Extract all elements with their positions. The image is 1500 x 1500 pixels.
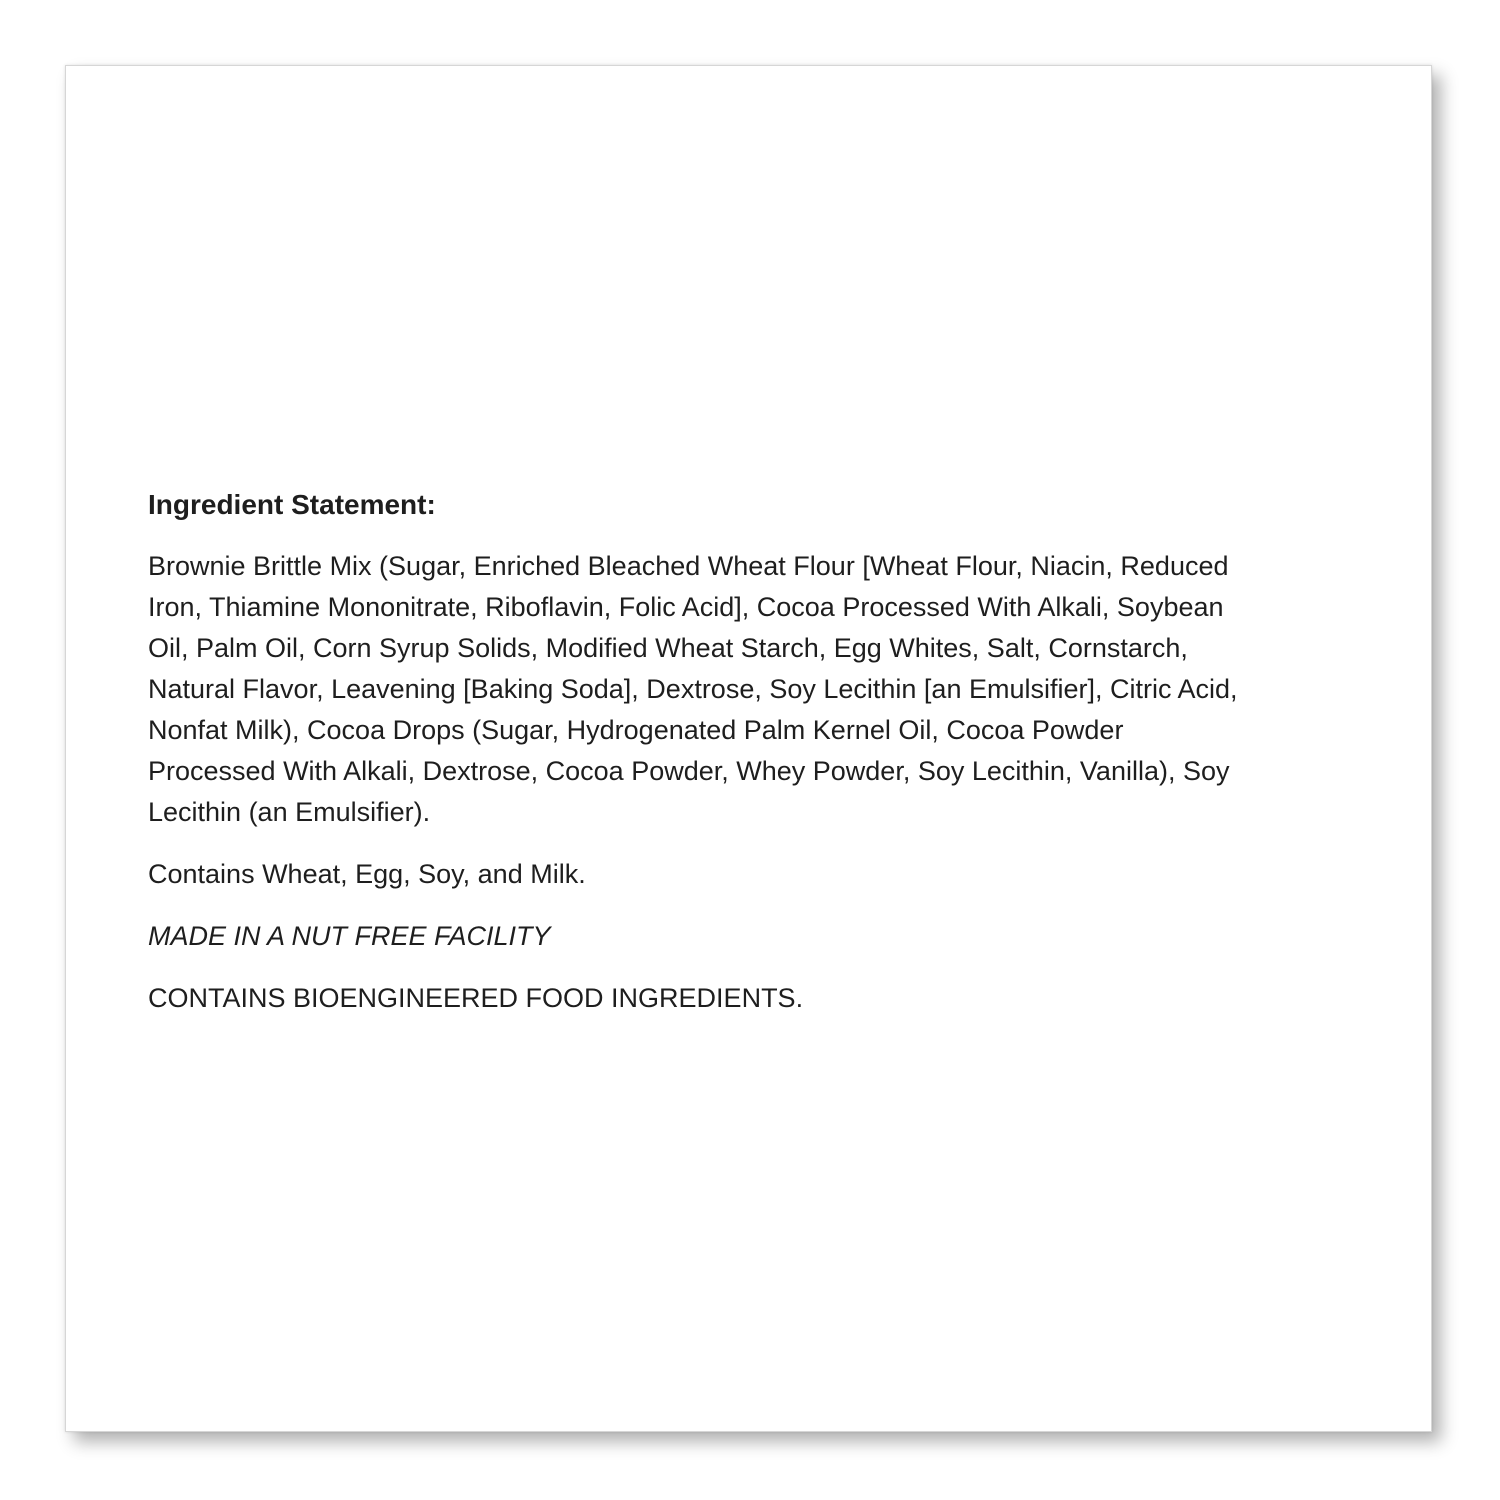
allergen-contains-statement: Contains Wheat, Egg, Soy, and Milk. — [148, 859, 586, 889]
ingredient-statement-section — [148, 484, 1398, 1040]
bioengineered-statement: CONTAINS BIOENGINEERED FOOD INGREDIENTS. — [148, 983, 804, 1013]
ingredient-statement-heading: Ingredient Statement: — [148, 489, 436, 520]
ingredient-line: Oil, Palm Oil, Corn Syrup Solids, Modified Wheat Starch, Egg Whites, Salt, Cornstarch, — [148, 633, 1188, 663]
ingredient-line: Nonfat Milk), Cocoa Drops (Sugar, Hydrogenated Palm Kernel Oil, Cocoa Powder — [148, 715, 1124, 745]
ingredient-line: Brownie Brittle Mix (Sugar, Enriched Bleached Wheat Flour [Wheat Flour, Niacin, Reduced — [148, 551, 1229, 581]
ingredient-line: Iron, Thiamine Mononitrate, Riboflavin, Folic Acid], Cocoa Processed With Alkali, Soybean — [148, 592, 1224, 622]
ingredient-line: Lecithin (an Emulsifier). — [148, 797, 431, 827]
ingredient-line: Natural Flavor, Leavening [Baking Soda], Dextrose, Soy Lecithin [an Emulsifier], Citric Acid, — [148, 674, 1238, 704]
ingredient-card — [65, 65, 1432, 1432]
ingredient-list-paragraph — [148, 546, 1398, 833]
nut-free-facility-statement: MADE IN A NUT FREE FACILITY — [148, 921, 551, 951]
ingredient-line: Processed With Alkali, Dextrose, Cocoa Powder, Whey Powder, Soy Lecithin, Vanilla), Soy — [148, 756, 1230, 786]
